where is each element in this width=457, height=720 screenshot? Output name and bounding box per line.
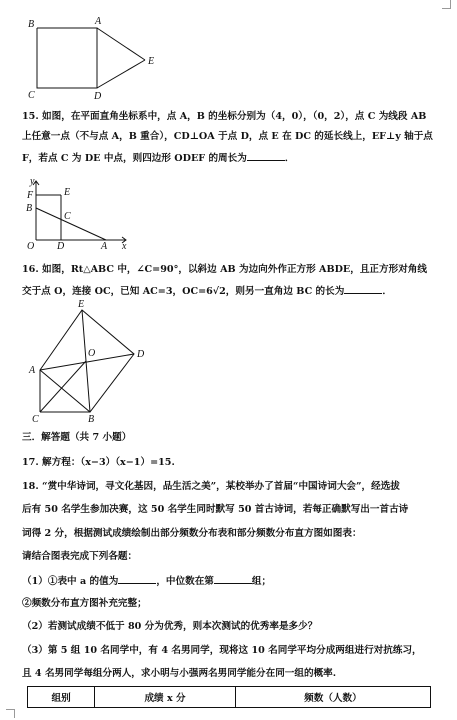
- table-header-row: [28, 687, 431, 708]
- q18-text-5b: ，中位数在第: [156, 576, 214, 587]
- q18-line4: [22, 550, 437, 563]
- q18-text-2: 后有 50 名学生参加决赛，这 50 名学生同时默写 50 首古诗词，若每正确默写出一首古诗: [22, 504, 409, 515]
- q15-text-3-end: ．: [284, 153, 295, 164]
- label-C: C: [28, 90, 35, 101]
- q18-number: 18.: [22, 481, 39, 492]
- label-O: O: [27, 241, 35, 250]
- label-A: A: [29, 365, 36, 376]
- label-B: B: [88, 414, 95, 425]
- q17-line: [22, 456, 437, 469]
- label-A: A: [101, 241, 108, 250]
- table-header-group: 组别: [28, 687, 95, 708]
- q16-text-1: 如图，Rt△ABC 中，∠C=90°，以斜边 AB 为边向外作正方形 ABDE，且正方形对角线: [42, 264, 427, 275]
- crop-mark-bottom-left: [6, 709, 15, 718]
- axis-x-label: x: [122, 241, 127, 250]
- q18-blank-a[interactable]: [118, 574, 156, 584]
- table-header-frequency: 频数（人数）: [235, 687, 430, 708]
- figure-square-triangle: [25, 10, 165, 105]
- q17-number: 17.: [22, 457, 39, 468]
- q16-answer-blank[interactable]: [344, 284, 382, 294]
- label-D: D: [94, 91, 102, 102]
- figure-square-q16: [26, 298, 156, 426]
- q15-line2: [22, 130, 437, 143]
- q17-text: 解方程：（x−3）（x−1）=15.: [42, 457, 175, 468]
- q15-text-3: F，若点 C 为 DE 中点，则四边形 ODEF 的周长为: [22, 153, 247, 164]
- label-C: C: [64, 211, 71, 222]
- label-E: E: [64, 187, 71, 198]
- q15-line1: [22, 110, 437, 123]
- q18-text-6: ②频数分布直方图补充完整；: [22, 598, 147, 609]
- frequency-table: [27, 686, 431, 708]
- figure-coordinate-q15: [22, 175, 137, 250]
- q18-blank-median[interactable]: [214, 574, 252, 584]
- label-A: A: [95, 16, 102, 27]
- section-3-title: 三．解答题（共 7 小题）: [22, 432, 132, 443]
- label-D: D: [57, 241, 65, 250]
- q18-line2: [22, 503, 437, 516]
- label-E: E: [148, 56, 155, 67]
- q15-answer-blank[interactable]: [247, 151, 285, 161]
- q15-text-2: 上任意一点（不与点 A，B 重合），CD⊥OA 于点 D，点 E 在 DC 的延长线上，EF⊥y 轴于点: [22, 131, 433, 142]
- q18-text-5c: 组；: [251, 576, 272, 587]
- label-B: B: [26, 203, 33, 214]
- q18-text-8: （3）第 5 组 10 名同学中，有 4 名男同学，现将这 10 名同学平均分成两组进行对抗练习，: [22, 645, 422, 656]
- q16-line2: [22, 284, 437, 298]
- q18-line3: [22, 527, 437, 540]
- q16-line1: [22, 263, 437, 276]
- q15-text-1: 如图，在平面直角坐标系中，点 A，B 的坐标分别为（4，0），（0，2），点 C 为线段 AB: [42, 111, 427, 122]
- q18-text-7: （2）若测试成绩不低于 80 分为优秀，则本次测试的优秀率是多少？: [22, 621, 318, 632]
- q16-text-2: 交于点 O，连接 OC，已知 AC=3，OC=6√2，则另一直角边 BC 的长为: [22, 286, 345, 297]
- q16-number: 16.: [22, 264, 39, 275]
- label-O: O: [88, 348, 96, 359]
- q18-line7: [22, 620, 437, 633]
- q18-line9: [22, 667, 437, 680]
- q18-text-4: 请结合图表完成下列各题：: [22, 551, 138, 562]
- label-C: C: [32, 414, 39, 425]
- q18-text-5a: （1）①表中 a 的值为: [22, 576, 119, 587]
- label-E: E: [78, 299, 85, 310]
- crop-mark-top-right: [442, 0, 451, 9]
- table-header-score: 成绩 x 分: [95, 687, 236, 708]
- q18-text-3: 词得 2 分，根据测试成绩绘制出部分频数分布表和部分频数分布直方图如图表：: [22, 528, 362, 539]
- label-B: B: [28, 19, 35, 30]
- q18-text-9: 且 4 名男同学每组分两人，求小明与小强两名男同学能分在同一组的概率.: [22, 668, 337, 679]
- q18-line6: [22, 597, 437, 610]
- q18-line5: [22, 574, 437, 588]
- label-D: D: [137, 349, 145, 360]
- section-3-heading: [22, 431, 437, 444]
- label-F: F: [27, 190, 34, 201]
- q18-line8: [22, 644, 437, 657]
- q15-number: 15.: [22, 111, 39, 122]
- q18-text-1: “赏中华诗词，寻文化基因，品生活之美”，某校举办了首届“中国诗词大会”，经选拔: [42, 481, 400, 492]
- axis-y-label: y: [30, 176, 35, 187]
- q15-line3: [22, 151, 437, 165]
- q18-line1: [22, 480, 437, 493]
- q16-text-2-end: ．: [382, 286, 392, 297]
